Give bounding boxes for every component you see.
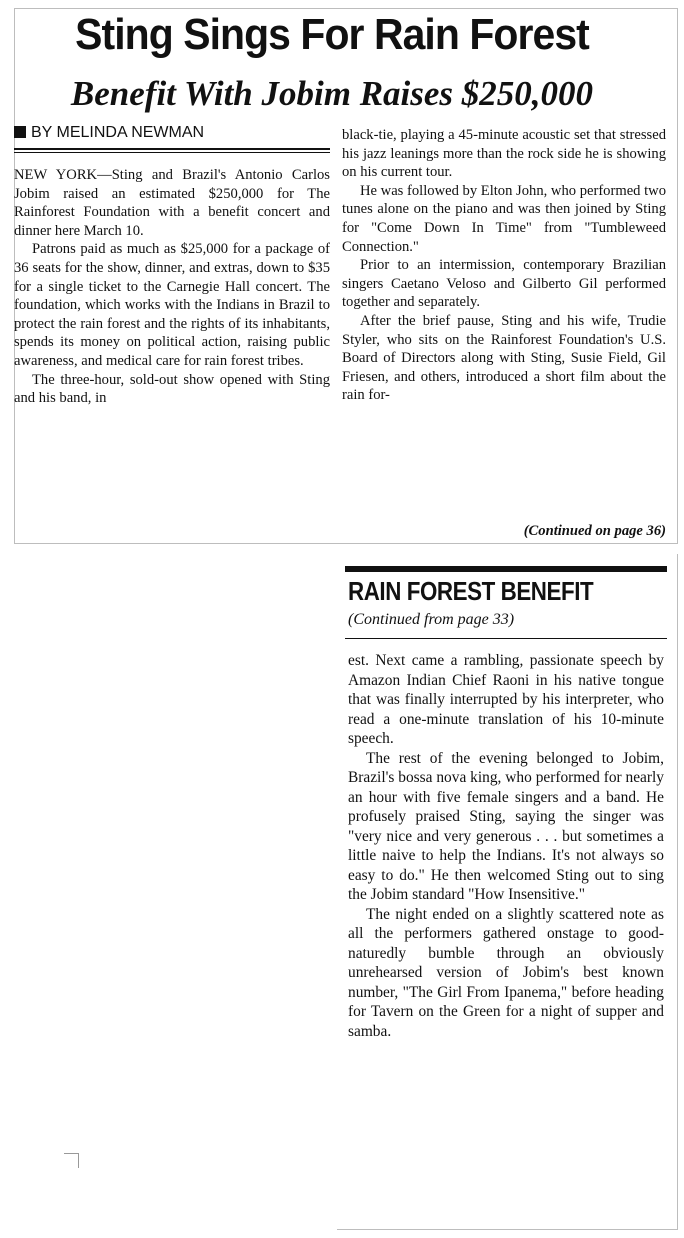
paragraph: After the brief pause, Sting and his wife, Trudie Styler, who sits on the Rainforest Foundation's U.S. Board of Directors along with Sting, Susie Field, Gil Friesen, and others, introduced a short film about the rain for- [342,312,666,404]
paragraph: Prior to an intermission, contemporary Brazilian singers Caetano Veloso and Gilberto Gil performed together and separately. [342,257,666,311]
article-column-2 [342,126,666,405]
paragraph: He was followed by Elton John, who performed two tunes alone on the piano and was then joined by Sting for "Come Down In Time" from "Tumbleweed Connection." [342,182,667,255]
continuation-headline: RAIN FOREST BENEFIT [348,576,594,606]
continued-from-note: (Continued from page 33) [348,611,515,628]
byline-rule-thin [14,152,330,153]
paragraph: NEW YORK—Sting and Brazil's Antonio Carlos Jobim raised an estimated $250,000 for The Rainforest Foundation with a benefit concert and dinner here March 10. [14,167,330,239]
continuation-rule [345,638,667,639]
continuation-column [348,651,664,1041]
paragraph: The rest of the evening belonged to Jobim, Brazil's bossa nova king, who performed for nearly an hour with five female singers and a band. He profusely praised Sting, saying the singer was "very nice and very generous . . . but sometimes a little naive to help the Indians. It's not always so easy to do." He then welcomed Sting out to sing the Jobim standard "How Insensitive." [348,749,664,903]
paragraph: black-tie, playing a 45-minute acoustic set that stressed his jazz leanings more than the rock side he is showing on his current tour. [342,127,666,181]
paragraph: est. Next came a rambling, passionate speech by Amazon Indian Chief Raoni in his native tongue that was finally interrupted by his interpreter, who read a one-minute translation of his 10-minute speech. [348,652,664,747]
paragraph: The three-hour, sold-out show opened with Sting and his band, in [14,371,330,407]
byline [14,122,330,144]
continued-on-note: (Continued on page 36) [523,523,666,539]
paragraph: Patrons paid as much as $25,000 for a package of 36 seats for the show, dinner, and extras, down to $35 for a single ticket to the Carnegie Hall concert. The foundation, which works with the Indians in Brazil to protect the rain forest and the rights of its inhabitants, spends its money on political action, raising public awareness, and medical care for rain forest tribes. [14,241,330,369]
byline-text: BY MELINDA NEWMAN [31,124,205,141]
continuation-top-bar [345,566,667,572]
paragraph: The night ended on a slightly scattered note as all the performers gathered onstage to good-naturedly bumble through an obviously unrehearsed version of Jobim's best known number, "The Girl From Ipanema," before heading for Tavern on the Green for a night of supper and samba. [348,905,664,1040]
byline-square-icon [14,126,26,138]
headline: Sting Sings For Rain Forest [75,10,589,59]
crop-corner-mark [64,1153,79,1168]
deck-subheadline: Benefit With Jobim Raises $250,000 [70,74,594,113]
article-column-1 [14,166,330,408]
byline-rule-thick [14,148,330,150]
